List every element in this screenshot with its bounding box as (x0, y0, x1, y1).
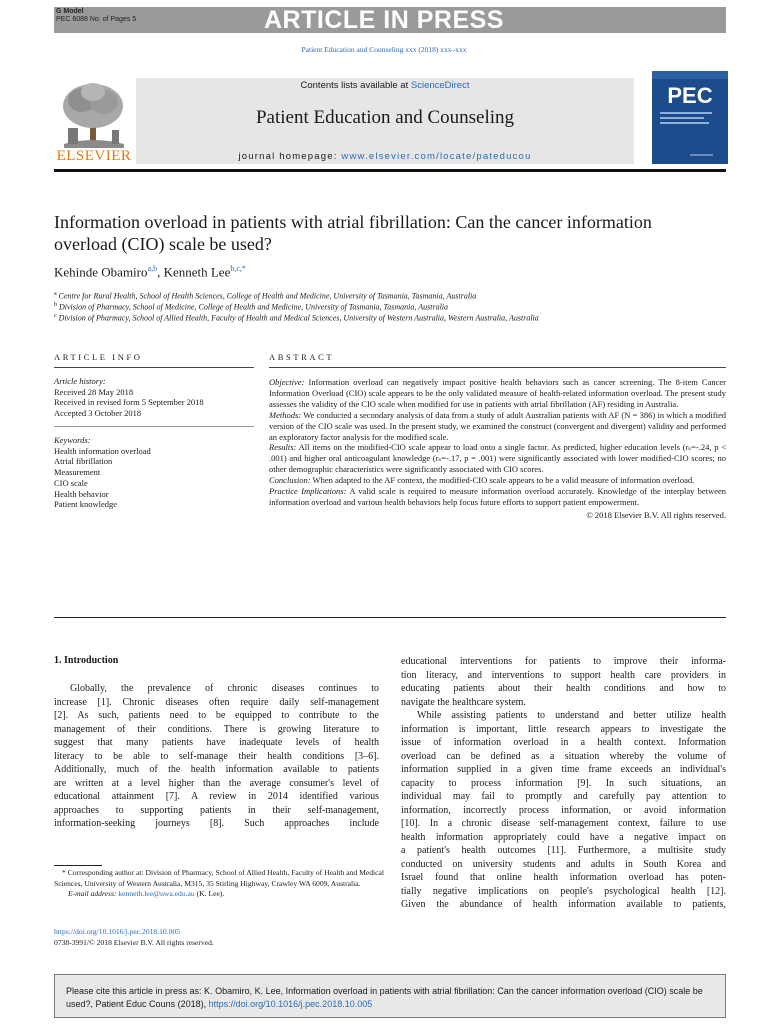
body-line: issue of information overload in a health context. Information (401, 737, 726, 748)
body-line: literacy to be able to self-manage their health conditions [3–6]. (54, 750, 379, 762)
methods-text: We conducted a secondary analysis of data from a study of adult Australian patients with AF (N = 386) in which a modified version of the CIO scale was used. In the present study, we examined the construct (convergent and divergent) validity and performed an exploratory factor analysis for the modified scale. (269, 409, 726, 442)
body-line: [2]. As such, patients need to be equipped to contribute to the (54, 710, 379, 721)
elsevier-logo (54, 78, 134, 168)
intro-heading: 1. Introduction (54, 655, 119, 666)
abstract-objective (269, 377, 726, 410)
article-title: Information overload in patients with atrial fibrillation: Can the cancer information overload (CIO) scale be used? (54, 212, 652, 254)
article-info-heading: ARTICLE INFO (54, 352, 143, 362)
journal-cover-title: PEC (667, 83, 713, 108)
keyword: Health information overload (54, 445, 151, 456)
body-line: information, incorrectly process information, or avoid information (401, 804, 726, 816)
homepage-link[interactable]: www.elsevier.com/locate/pateducou (341, 151, 532, 162)
body-line: a patient's health outcomes [11]. Furthermore, a multisite study (401, 845, 726, 856)
author-name[interactable]: Kehinde Obamiro (54, 264, 148, 280)
body-line: management of their conditions. There is growing literature to (54, 723, 379, 735)
abstract-copyright: © 2018 Elsevier B.V. All rights reserved. (586, 509, 726, 520)
body-line: individual may fail to promptly and carefully pay attention to (401, 791, 726, 802)
history-item: Received in revised form 5 September 2018 (54, 397, 204, 408)
history-item: Accepted 3 October 2018 (54, 408, 142, 419)
footnote-rule (54, 865, 102, 866)
intro-right-column (401, 655, 726, 912)
objective-text: Information overload can negatively impact positive health behaviors such as cancer screening. The 8-item Cancer Information Overload (CIO) scale appears to be the only validated measure of health-related information overload. The present study assesses the validity of the CIO scale when modified for use in patients with atrial fibrillation (AF) residing in Australia. (269, 377, 726, 409)
history-label: Article history: (54, 376, 106, 386)
abstract-rule (269, 367, 726, 368)
pec-line-text: PEC 6088 No. of Pages 5 (56, 16, 137, 23)
article-info-divider (54, 426, 254, 427)
email-label: E-mail address: (68, 889, 117, 898)
contents-line (136, 80, 634, 91)
affiliation-mark: b (54, 302, 57, 308)
body-line: navigate the healthcare system. (401, 696, 526, 708)
journal-reference[interactable]: Patient Education and Counseling xxx (2018) xxx–xxx (301, 45, 467, 54)
body-line: educating patients about their health conditions and how to (401, 683, 726, 694)
conclusion-label: Conclusion: (269, 475, 311, 486)
affiliation-mark: c (54, 313, 57, 319)
affiliation-text: Division of Pharmacy, School of Medicine, College of Health and Medicine, University of Tasmania, Tasmania, Australia (59, 302, 449, 312)
author-affil-mark[interactable]: b,c,* (230, 264, 246, 273)
abstract-conclusion (269, 475, 726, 486)
affiliation-mark: a (54, 291, 57, 297)
body-line: are written at a level higher than the average consumer's level of (54, 777, 379, 789)
affiliation-text: Division of Pharmacy, School of Allied Health, Faculty of Health and Medical Sciences, University of Western Australia, Western Australia, Australia (58, 313, 539, 323)
body-line: educational interventions for patients to improve their informa- (401, 656, 726, 667)
doi-link[interactable]: https://doi.org/10.1016/j.pec.2018.10.005 (54, 927, 180, 936)
body-line: suggest that many patients have inadequate levels of health (54, 737, 379, 748)
contents-prefix: Contents lists available at (300, 80, 411, 91)
keyword: CIO scale (54, 477, 88, 488)
article-in-press-title: ARTICLE IN PRESS (264, 6, 504, 34)
journal-homepage (136, 151, 634, 162)
body-line: educational attainment [7]. A review in 2014 identified various (54, 791, 379, 802)
journal-cover-lines (660, 112, 718, 156)
homepage-prefix: journal homepage: (238, 151, 342, 162)
results-text: All items on the modified-CIO scale appear to load onto a single factor. As predicted, higher education levels (rₛ=-.24, p < .001) and higher oral anticoagulant knowledge (rₛ=-.17, p = .001) were significantly associated with lower modified-CIO scores; no other demographic characteristics were significantly associated with CIO scores. (269, 442, 726, 475)
body-line: Given the abundance of health information available to patients, (401, 899, 726, 910)
body-line: information is important, little research appears to investigate the (401, 723, 726, 735)
body-line: Israel found that online health information overload has poten- (401, 872, 726, 883)
body-line: approaches to supporting patients in their self-management, (54, 804, 379, 816)
abstract-practice (269, 486, 726, 508)
abstract-methods (269, 410, 726, 443)
abstract-body (269, 377, 726, 521)
body-line: overload can be defined as a situation whereby the volume of (401, 750, 726, 762)
author-name[interactable]: Kenneth Lee (163, 264, 231, 280)
keyword: Patient knowledge (54, 499, 118, 510)
citation-body: Please cite this article in press as: K. Obamiro, K. Lee, Information overload in patients with atrial fibrillation: Can the cancer information overload (CIO) scale be used?, Patient Educ Couns (2018), (66, 986, 703, 1009)
history-item: Received 28 May 2018 (54, 386, 134, 397)
issn-line: 0738-3991/© 2018 Elsevier B.V. All rights reserved. (54, 938, 214, 947)
body-line: increase [1]. Chronic diseases often require daily self-management (54, 696, 379, 708)
affiliation (54, 291, 476, 301)
body-line: information supplied in a given time frame exceeds an individual's (401, 764, 726, 775)
article-info-rule (54, 367, 254, 368)
body-line: Additionally, much of the health information available to patients (54, 764, 379, 775)
body-line: capacity to process information [9]. In such situations, an (401, 777, 726, 789)
corresponding-author: * Corresponding author at: Division of Pharmacy, School of Allied Health, Faculty of Health and Medical Sciences, University of Western Australia, M315, 35 Stirling Highway, Crawley WA 6009, Australia. (54, 868, 384, 888)
footnote (54, 868, 384, 900)
practice-text: A valid scale is required to measure information overload accurately. Knowledge of the interplay between information overload and various health behaviors help focus future efforts to support patient empowerment. (269, 486, 726, 507)
g-model-text: G Model (56, 8, 84, 15)
author-list: Kehinde Obamiro$^{a,b}$, Kenneth Lee$^{b,c,*}$ (54, 264, 246, 280)
citation-doi-link[interactable]: https://doi.org/10.1016/j.pec.2018.10.005 (208, 998, 373, 1009)
elsevier-wordmark: ELSEVIER (56, 148, 132, 164)
affiliation (54, 313, 539, 323)
intro-left-column (54, 682, 379, 831)
sciencedirect-link[interactable]: ScienceDirect (410, 80, 470, 91)
body-line: tially negative implications on people's psychological health [12]. (401, 885, 726, 897)
journal-name: Patient Education and Counseling (255, 107, 515, 128)
conclusion-text: When adapted to the AF context, the modified-CIO scale appears to be a valid measure of information overload. (312, 475, 695, 486)
email-line (54, 889, 384, 900)
body-line: health information appropriately could have a negative impact on (401, 831, 726, 843)
methods-label: Methods: (269, 409, 302, 420)
body-line: [10]. In a chronic disease self-management context, failure to use (401, 818, 726, 829)
email-link[interactable]: kenneth.lee@uwa.edu.au (118, 889, 195, 898)
body-line: conducted on university students and adults in South Korea and (401, 858, 726, 870)
abstract-bottom-rule (54, 617, 726, 618)
body-line: information-seeking journeys [8]. Such approaches include (54, 818, 379, 829)
email-suffix: (K. Lee). (196, 889, 225, 898)
citation-text (66, 985, 716, 1010)
practice-label: Practice Implications: (269, 486, 347, 497)
journal-cover-strip (652, 71, 728, 79)
keyword: Measurement (54, 467, 101, 478)
results-label: Results: (269, 442, 297, 453)
body-line: Globally, the prevalence of chronic diseases continues to (70, 683, 379, 694)
keyword: Atrial fibrillation (54, 456, 113, 467)
body-line: While assisting patients to understand and better utilize health (417, 710, 726, 721)
affiliation-text: Centre for Rural Health, School of Health Sciences, College of Health and Medicine, University of Tasmania, Tasmania, Australia (58, 291, 477, 301)
abstract-results (269, 442, 726, 475)
keywords-label: Keywords: (54, 435, 91, 445)
body-line: tion literacy, and interventions to support health care providers in (401, 669, 726, 681)
abstract-heading: ABSTRACT (269, 352, 335, 362)
keywords (54, 435, 151, 510)
header-rule (54, 169, 726, 172)
article-history (54, 376, 204, 419)
author-affil-mark[interactable]: a,b (147, 264, 158, 273)
keyword: Health behavior (54, 488, 109, 499)
affiliation (54, 302, 448, 312)
objective-label: Objective: (269, 377, 305, 387)
